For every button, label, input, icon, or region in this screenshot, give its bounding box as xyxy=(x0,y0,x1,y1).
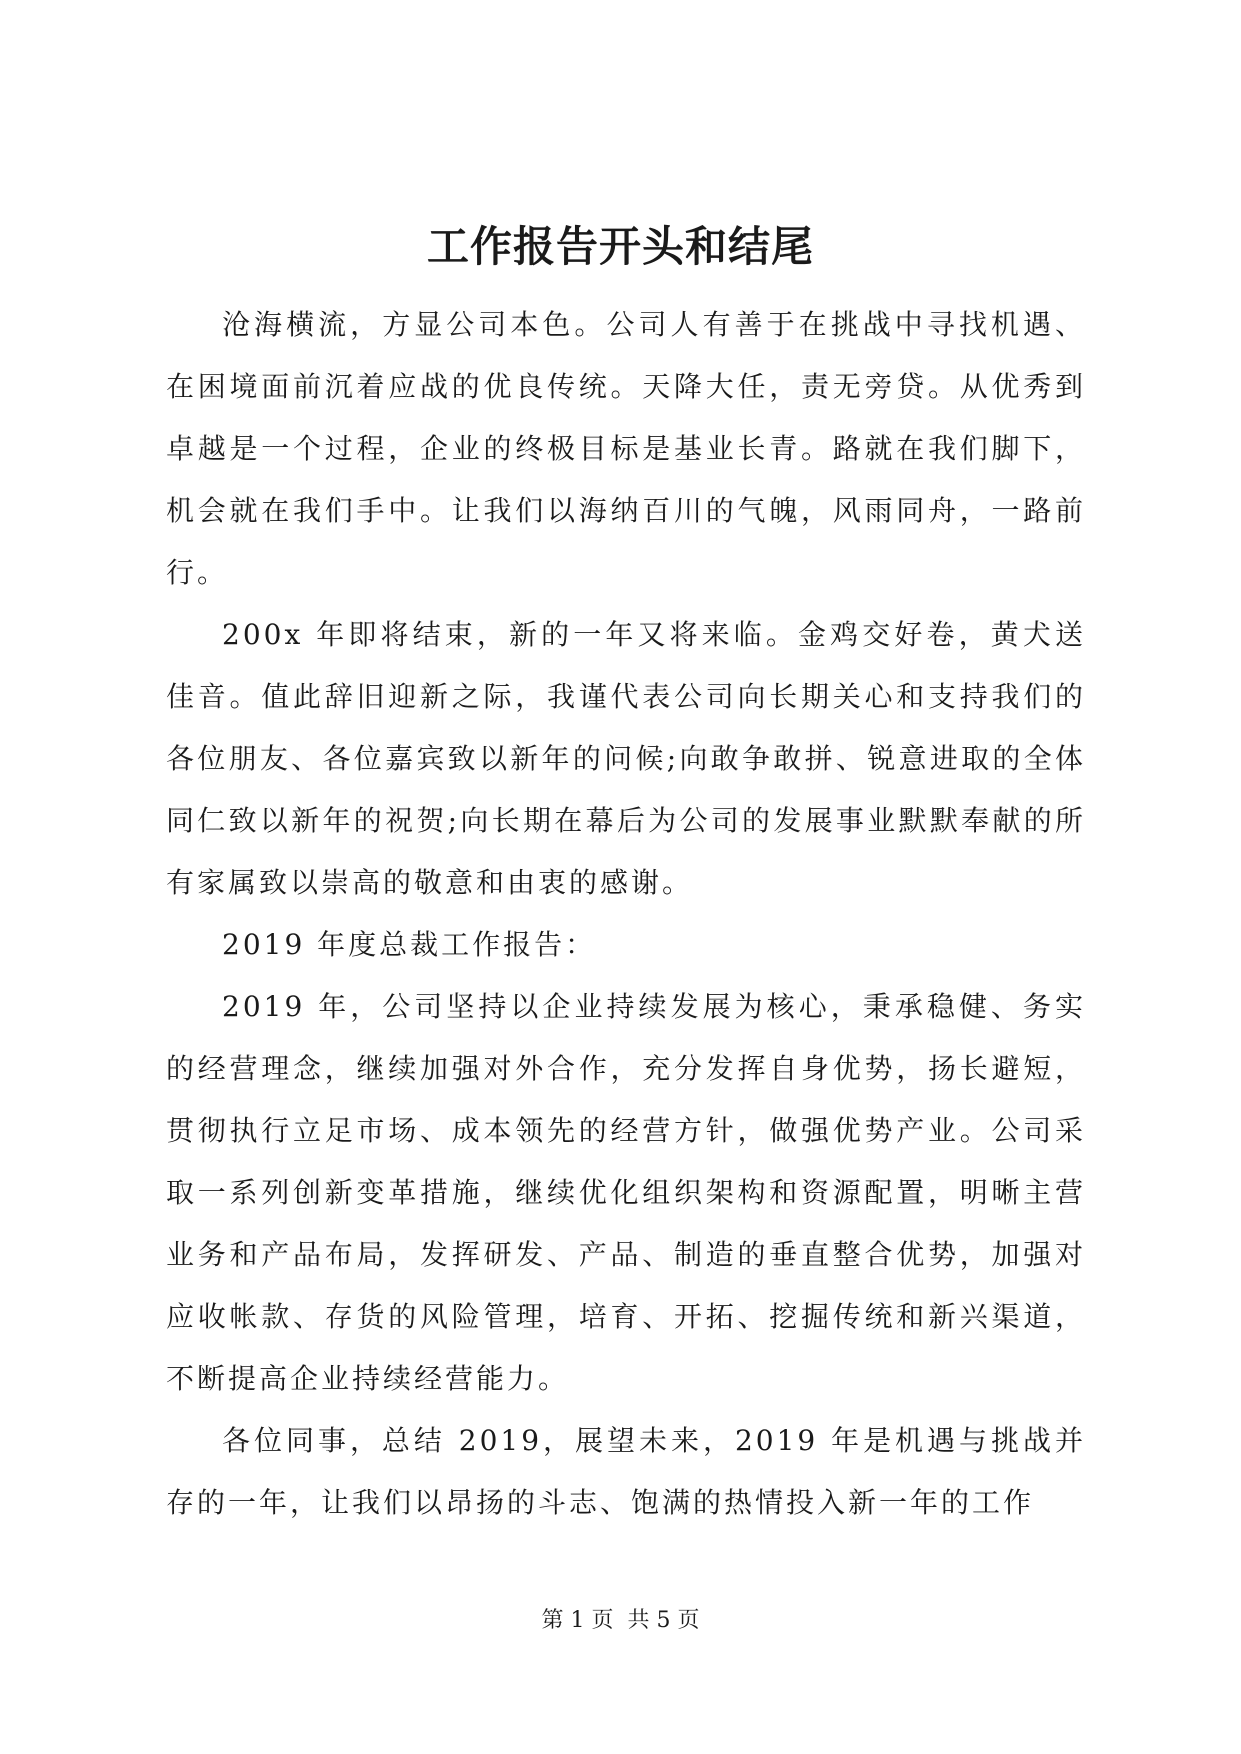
paragraph-5: 各位同事，总结 2019，展望未来，2019 年是机遇与挑战并存的一年，让我们以昂扬的斗志、饱满的热情投入新一年的工作 xyxy=(166,1424,1086,1519)
paragraph-3: 2019 年度总裁工作报告： xyxy=(222,928,597,961)
page-footer xyxy=(0,1606,1241,1636)
document-body xyxy=(166,294,1086,1534)
document-title: 工作报告开头和结尾 xyxy=(426,222,814,271)
paragraph-4: 2019 年，公司坚持以企业持续发展为核心，秉承稳健、务实的经营理念，继续加强对外合作，充分发挥自身优势，扬长避短，贯彻执行立足市场、成本领先的经营方针，做强优势产业。公司采取一系列创新变革措施，继续优化组织架构和资源配置，明晰主营业务和产品布局，发挥研发、产品、制造的垂直整合优势，加强对应收帐款、存货的风险管理，培育、开拓、挖掘传统和新兴渠道，不断提高企业持续经营能力。 xyxy=(166,990,1086,1395)
page-number-label: 第 1 页 共 5 页 xyxy=(541,1608,700,1633)
paragraph-2: 200x 年即将结束，新的一年又将来临。金鸡交好卷，黄犬送佳音。值此辞旧迎新之际，我谨代表公司向长期关心和支持我们的各位朋友、各位嘉宾致以新年的问候;向敢争敢拼、锐意进取的全体同仁致以新年的祝贺;向长期在幕后为公司的发展事业默默奉献的所有家属致以崇高的敬意和由衷的感谢。 xyxy=(166,618,1086,899)
paragraph-1: 沧海横流，方显公司本色。公司人有善于在挑战中寻找机遇、在困境面前沉着应战的优良传统。天降大任，责无旁贷。从优秀到卓越是一个过程，企业的终极目标是基业长青。路就在我们脚下，机会就在我们手中。让我们以海纳百川的气魄，风雨同舟，一路前行。 xyxy=(166,308,1086,589)
